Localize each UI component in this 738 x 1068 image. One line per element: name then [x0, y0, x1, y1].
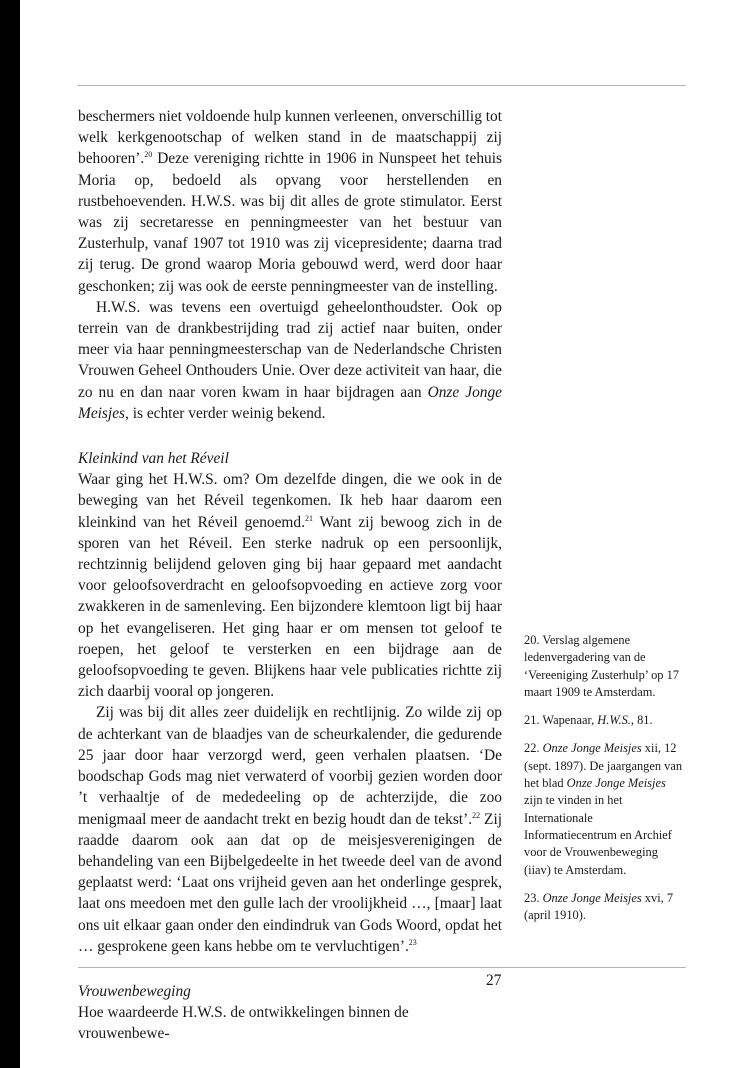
paragraph-5: Hoe waardeerde H.W.S. de ontwikkelingen binnen de vrouwenbewe- — [78, 1004, 409, 1043]
main-text-column — [78, 106, 502, 1045]
footnote-21: 21. Wapenaar, H.W.S., 81. — [524, 713, 653, 728]
paragraph-4: Zij was bij dit alles zeer duidelijk en rechtlijnig. Zo wilde zij op de achterkant van de blaadjes van de scheurkalender, die gedurende 25 jaar door haar verzorgd werd, geen verhalen plaatsen. ‘De boodschap Gods mag niet verwaterd of voorbij gezien worden door ’t verhaaltje of de mededeeling op de achterzijde, die zoo menigmaal meer de aandacht trekt en bezig houdt dan de tekst’.$^{22}$ Zij raadde daarom ook aan dat op de meisjesverenigingen de behandeling van een Bijbelgedeelte in het tweede deel van de avond geplaatst werd: ‘Laat ons vrijheid geven aan het onderlinge gesprek, laat ons meedoen met den gulle lach der vroolijkheid …, [maar] laat ons uit elkaar gaan onder den eindindruk van Gods Woord, opdat het … gesprokene geen kans hebbe om te vervluchtigen’.$^{23}$ — [78, 704, 502, 955]
bottom-rule — [78, 967, 686, 968]
page-number: 27 — [486, 972, 502, 989]
footnote-ref-22[interactable]: 22 — [472, 810, 481, 820]
scan-binding-edge — [0, 0, 20, 1068]
footnote-ref-21[interactable]: 21 — [304, 513, 313, 523]
footnote-20: 20. Verslag algemene ledenvergadering van de ‘Vereeniging Zusterhulp’ op 17 maart 1909 te Amsterdam. — [524, 633, 679, 699]
paragraph-3: Waar ging het H.W.S. om? Om dezelfde dingen, die we ook in de beweging van het Réveil tegenkomen. Ik heb haar daarom een kleinkind van het Réveil genoemd.$^{21}$ Want zij bewoog zich in de sporen van het Réveil. Een sterke nadruk op een persoonlijk, rechtzinnig belijdend geloven ging bij haar gepaard met aandacht voor geloofsoverdracht en geloofsopvoeding en actieve zorg voor zwakkeren in de samenleving. Een bijzondere klemtoon ligt bij haar op het evangeliseren. Het ging haar er om mensen tot geloof te roepen, het geloof te versterken en een bijdrage aan de geloofsopvoeding te geven. Blijkens haar vele publicaties richtte zij zich daarbij vooral op jongeren. — [78, 471, 502, 701]
footnotes-column — [524, 632, 686, 935]
footnote-ref-20[interactable]: 20 — [144, 150, 153, 160]
section-heading-vrouwenbeweging: Vrouwenbeweging — [78, 982, 191, 1000]
section-heading-reveil: Kleinkind van het Réveil — [78, 450, 229, 468]
footnote-ref-23[interactable]: 23 — [408, 937, 417, 947]
footnote-23: 23. Onze Jonge Meisjes xvi, 7 (april 1910). — [524, 890, 674, 923]
footnote-22: 22. Onze Jonge Meisjes xii, 12 (sept. 1897). De jaargangen van het blad Onze Jonge Meisjes zijn te vinden in het Internationale Informatiecentrum en Archief voor de Vrouwenbeweging (iiav) te Amsterdam. — [524, 741, 683, 877]
paragraph-2: H.W.S. was tevens een overtuigd geheelonthoudster. Ook op terrein van de drankbestrijding trad zij actief naar buiten, onder meer via haar penningmeesterschap van de Nederlandsche Christen Vrouwen Geheel Onthouders Unie. Over deze activiteit van haar, die zo nu en dan naar voren kwam in haar bijdragen aan Onze Jonge Meisjes, is echter verder weinig bekend. — [78, 298, 502, 422]
top-rule — [78, 85, 686, 86]
paragraph-1: beschermers niet voldoende hulp kunnen verleenen, onverschillig tot welk kerkgenootschap of welken stand in de maatschappij zij behooren’.$^{20}$ Deze vereniging richtte in 1906 in Nunspeet het tehuis Moria op, bedoeld als opvang voor herstellenden en rustbehoevenden. H.W.S. was bij dit alles de grote stimulator. Eerst was zij secretaresse en penningmeester van het bestuur van Zusterhulp, vanaf 1907 tot 1910 was zij vicepresidente; daarna trad zij terug. De grond waarop Moria gebouwd werd, werd door haar geschonken; zij was ook de eerste penningmeester van de instelling. — [78, 108, 502, 295]
